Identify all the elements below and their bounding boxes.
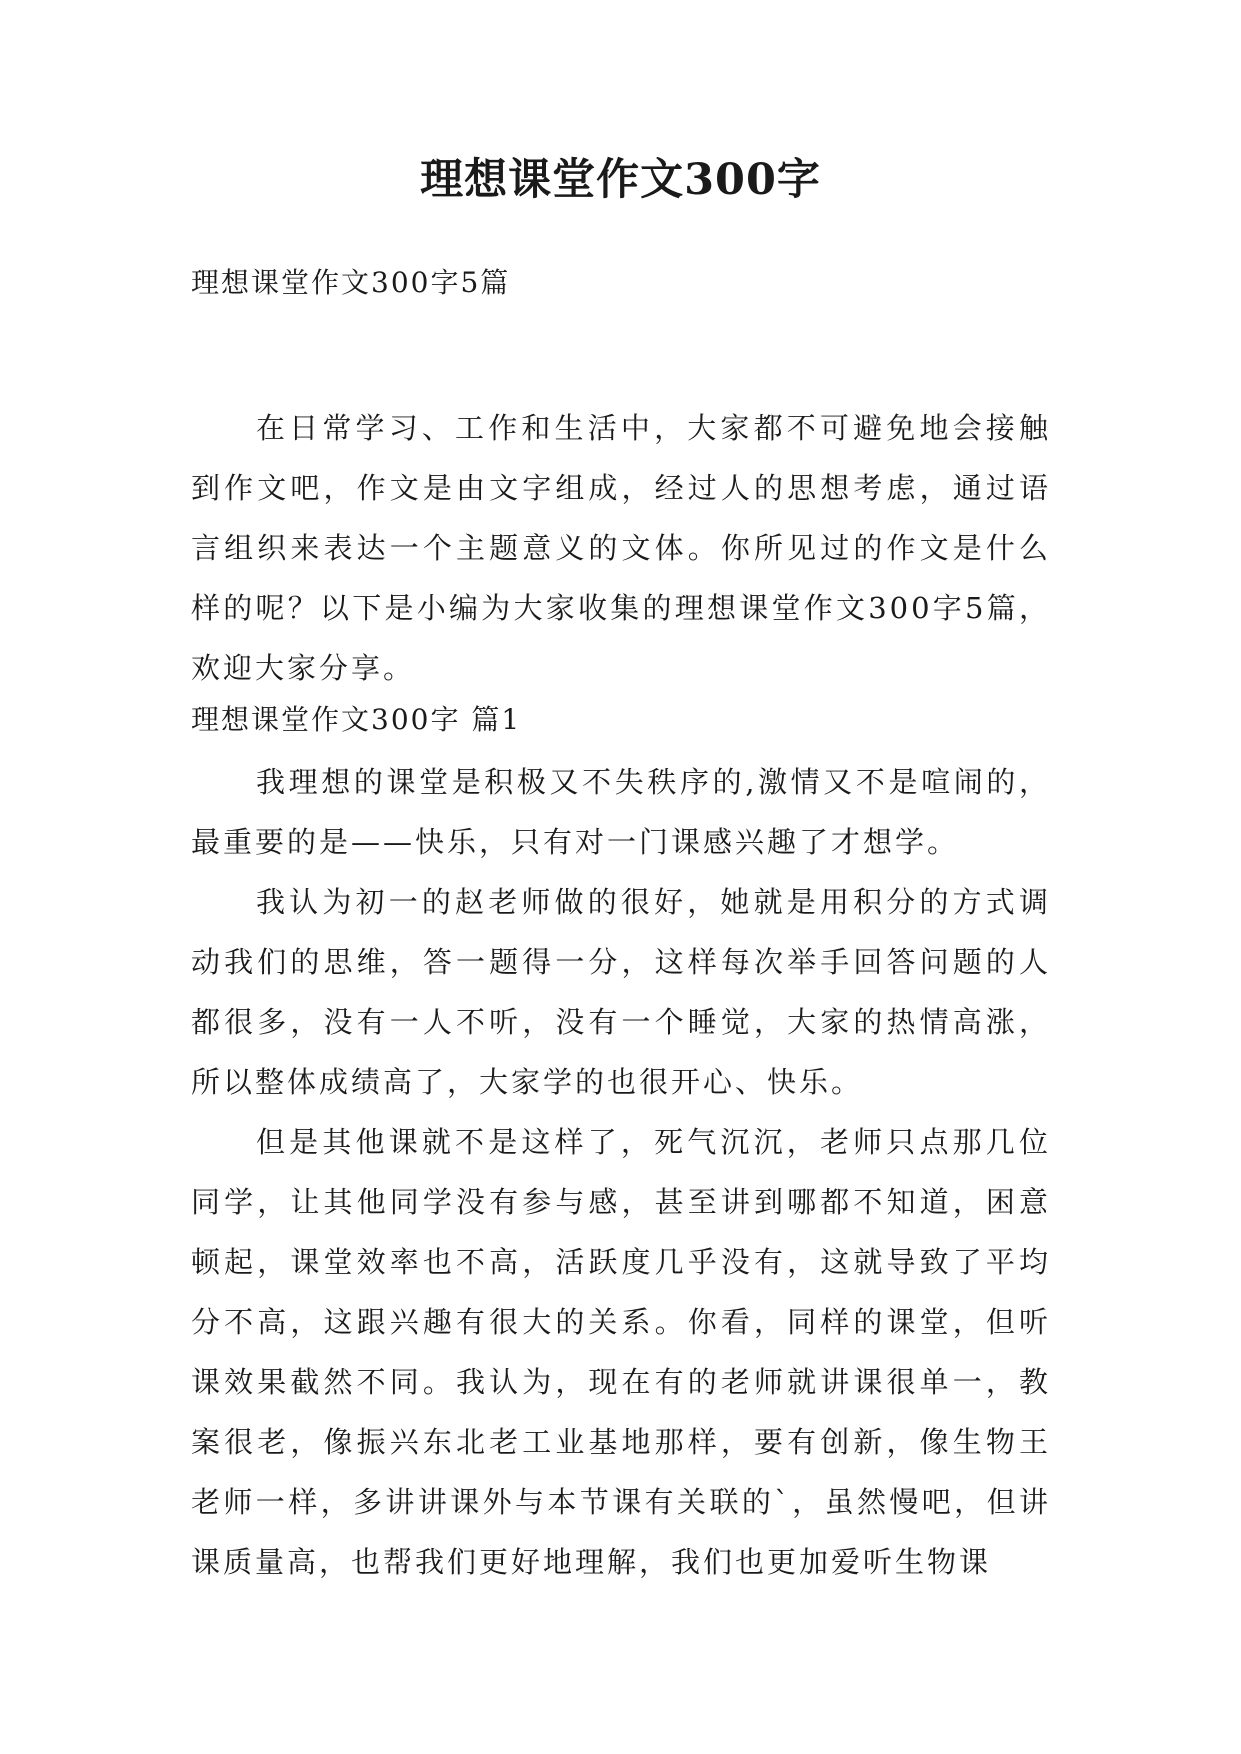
document-subtitle: 理想课堂作文300字5篇 <box>191 266 511 299</box>
section-paragraph: 但是其他课就不是这样了，死气沉沉，老师只点那几位同学，让其他同学没有参与感，甚至讲到哪都不知道，困意顿起，课堂效率也不高，活跃度几乎没有，这就导致了平均分不高，这跟兴趣有很大的关系。你看，同样的课堂，但听课效果截然不同。我认为，现在有的老师就讲课很单一，教案很老，像振兴东北老工业基地那样，要有创新，像生物王老师一样，多讲讲课外与本节课有关联的`，虽然慢吧，但讲课质量高，也帮我们更好地理解，我们也更加爱听生物课 <box>191 1125 1051 1579</box>
section-paragraph: 我认为初一的赵老师做的很好，她就是用积分的方式调动我们的思维，答一题得一分，这样每次举手回答问题的人都很多，没有一人不听，没有一个睡觉，大家的热情高涨，所以整体成绩高了，大家学的也很开心、快乐。 <box>191 885 1051 1099</box>
intro-paragraph: 在日常学习、工作和生活中，大家都不可避免地会接触到作文吧，作文是由文字组成，经过人的思想考虑，通过语言组织来表达一个主题意义的文体。你所见过的作文是什么样的呢？以下是小编为大家收集的理想课堂作文300字5篇，欢迎大家分享。 <box>191 411 1051 685</box>
section-paragraph: 我理想的课堂是积极又不失秩序的,激情又不是喧闹的，最重要的是——快乐，只有对一门课感兴趣了才想学。 <box>191 765 1051 859</box>
document-title: 理想课堂作文300字 <box>420 155 821 205</box>
section-heading: 理想课堂作文300字 篇1 <box>191 703 522 736</box>
